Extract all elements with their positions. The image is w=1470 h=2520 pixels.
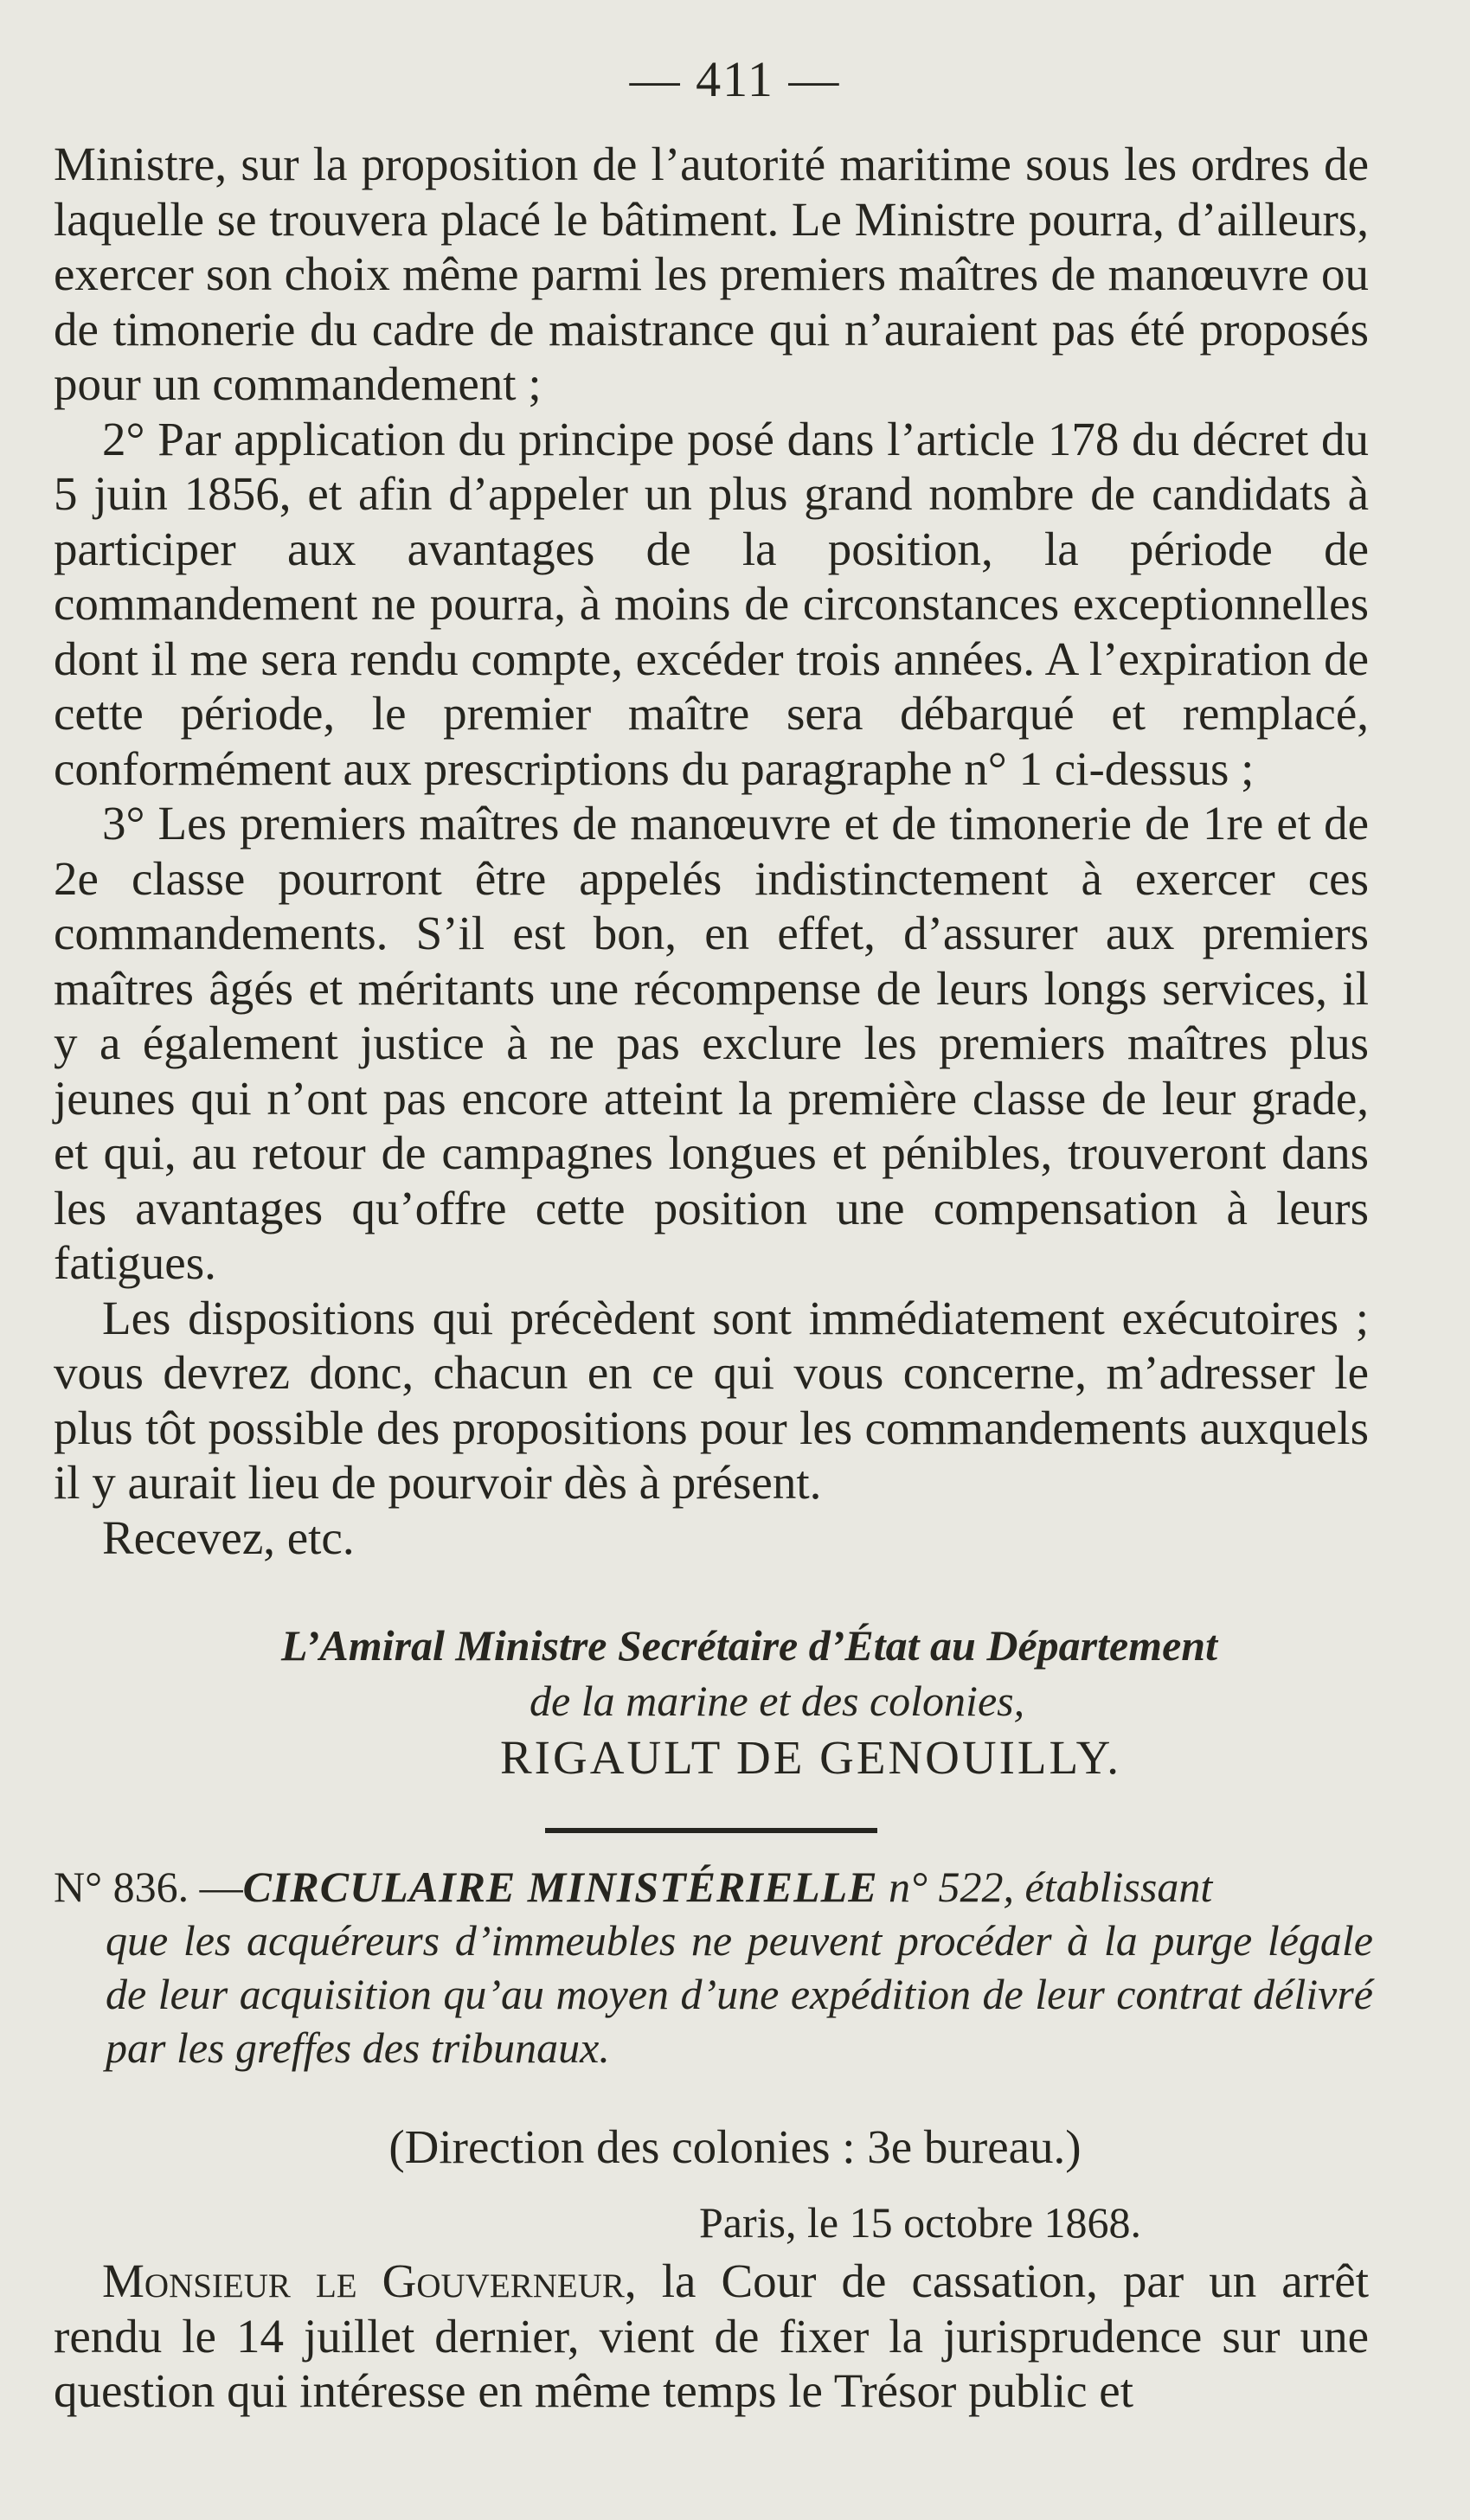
circular-opening-paragraph [54, 2254, 1369, 2419]
circular-summary: que les acquéreurs d’immeubles ne peuvent procéder à la purge légale de leur acquisition qu’au moyen d’une expédition de leur contrat délivré par les greffes des tribunaux. [106, 1916, 1373, 2072]
page-number: — 411 — [629, 51, 841, 107]
body-text [54, 137, 1369, 1565]
signature-title: L’Amiral Ministre Secrétaire d’État au Département [281, 1621, 1217, 1670]
circular-title: CIRCULAIRE MINISTÉRIELLE [242, 1863, 878, 1911]
circular-summary-start: établissant [1014, 1863, 1213, 1911]
paragraph-4: Les dispositions qui précèdent sont immédiatement exécutoires ; vous devrez donc, chacun en ce qui vous concerne, m’adresser le plus tôt possible des propositions pour les commandements auxquels il y aurait lieu de pourvoir dès à présent. [54, 1291, 1369, 1509]
dateline: Paris, le 15 octobre 1868. [699, 2198, 1142, 2247]
salutation: Monsieur le Gouverneur, [102, 2254, 637, 2307]
circular-heading [54, 1860, 1373, 2074]
direction-line: (Direction des colonies : 3e bureau.) [388, 2120, 1082, 2173]
circular-subnumber: n° 522, [877, 1863, 1015, 1911]
signature-name: RIGAULT DE GENOUILLY. [500, 1731, 1121, 1784]
paragraph-2: 2° Par application du principe posé dans l’article 178 du décret du 5 juin 1856, et afin d’appeler un plus grand nombre de candidats à participer aux avantages de la position, la période de commandement ne pourra, à moins de circonstances exceptionnelles dont il me sera rendu compte, excéder trois années. A l’expiration de cette période, le premier maître sera débarqué et remplacé, conformément aux prescriptions du paragraphe n° 1 ci-dessus ; [54, 412, 1369, 795]
circular-body [54, 2254, 1369, 2419]
signature-department: de la marine et des colonies, [530, 1677, 1025, 1725]
paragraph-5: Recevez, etc. [102, 1510, 355, 1564]
paragraph-1: Ministre, sur la proposition de l’autorité maritime sous les ordres de laquelle se trouvera placé le bâtiment. Le Ministre pourra, d’ailleurs, exercer son choix même parmi les premiers maîtres de manœuvre ou de timonerie du cadre de maistrance qui n’auraient pas été proposés pour un commandement ; [54, 138, 1369, 410]
opening-text: la Cour de cassation, par un arrêt rendu le 14 juillet dernier, vient de fixer la jurisprudence sur une question qui intéresse en même temps le Trésor public et [54, 2254, 1369, 2417]
paragraph-3: 3° Les premiers maîtres de manœuvre et de timonerie de 1re et de 2e classe pourront être appelés indistinctement à exercer ces commandements. S’il est bon, en effet, d’assurer aux premiers maîtres âgés et méritants une récompense de leurs longs services, il y a également justice à ne pas exclure les premiers maîtres plus jeunes qui n’ont pas encore atteint la première classe de leur grade, et qui, au retour de campagnes longues et pénibles, trouveront dans les avantages qu’offre cette position une compensation à leurs fatigues. [54, 797, 1369, 1289]
circular-number: N° 836. — [54, 1863, 243, 1911]
section-divider [545, 1828, 877, 1833]
